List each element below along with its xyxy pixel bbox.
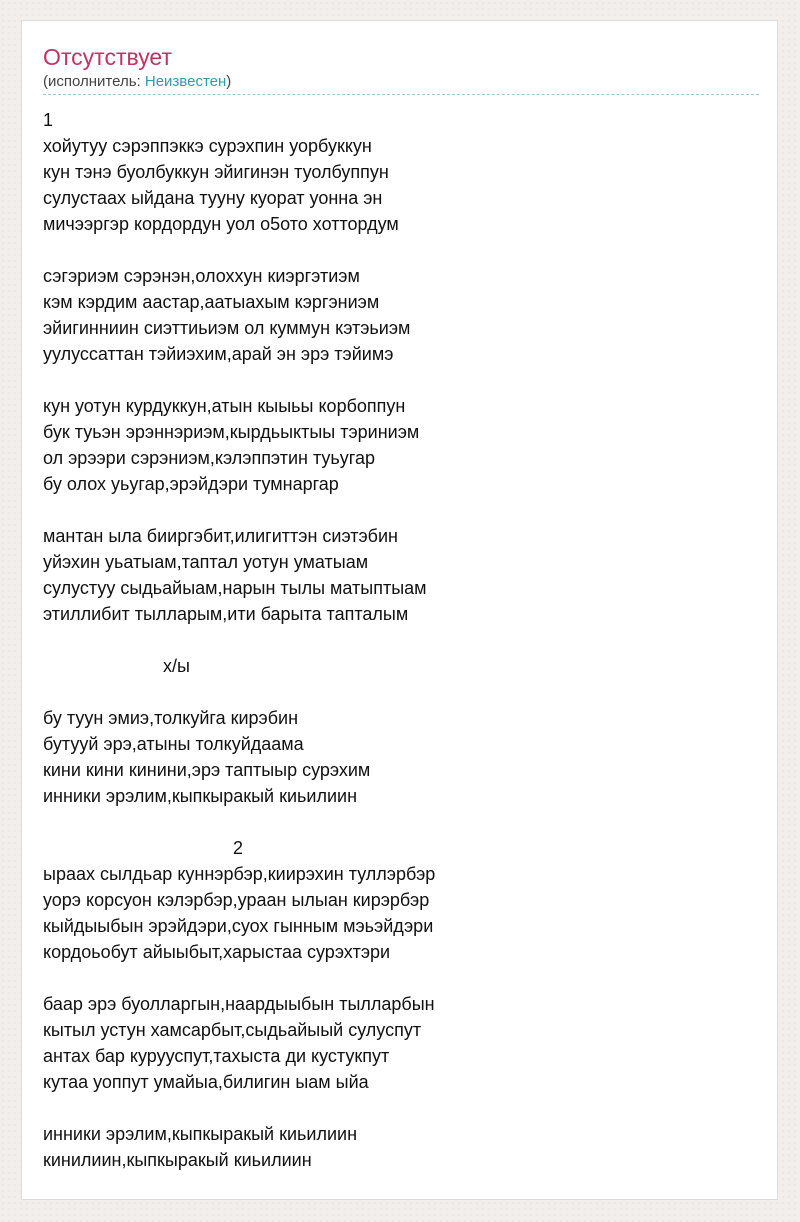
lyric-line: инники эрэлим,кыпкыракый киьилиин — [43, 786, 358, 806]
lyric-line — [43, 809, 435, 835]
lyric-line: антах бар курууспут,тахыста ди кустукпут — [43, 1046, 390, 1066]
lyric-line — [43, 237, 435, 263]
lyric-line: кун тэнэ буолбуккун эйигинэн туолбуппун — [43, 162, 389, 182]
performer-prefix: (исполнитель: — [43, 73, 145, 90]
lyric-line — [43, 627, 435, 653]
lyric-line: уулуссаттан тэйиэхим,арай эн эрэ тэйимэ — [43, 344, 394, 364]
lyric-line: сулустуу сыдьайыам,нарын тылы матыптыам — [43, 578, 427, 598]
lyric-line: сэгэриэм сэрэнэн,олоххун киэргэтиэм — [43, 266, 360, 286]
lyric-line: 1 — [43, 110, 54, 130]
lyric-line: хойутуу сэрэппэккэ сурэхпин уорбуккун — [43, 136, 372, 156]
lyric-line: уорэ корсуон кэлэрбэр,ураан ылыан кирэрбэр — [43, 890, 430, 910]
lyric-line: кун уотун курдуккун,атын кыыьы корбоппун — [43, 396, 406, 416]
lyric-line: 2 — [43, 838, 244, 858]
performer-line — [43, 73, 231, 91]
lyric-line: мичээргэр кордордун уол о5ото хоттордум — [43, 214, 399, 234]
lyric-line — [43, 965, 435, 991]
lyric-line: кэм кэрдим аастар,аатыахым кэргэниэм — [43, 292, 380, 312]
lyric-line: инники эрэлим,кыпкыракый киьилиин — [43, 1124, 358, 1144]
lyric-line: эйигинниин сиэттиьиэм ол куммун кэтэьиэм — [43, 318, 411, 338]
lyric-line: бук туьэн эрэннэриэм,кырдьыктыы тэриниэм — [43, 422, 420, 442]
lyric-line: х/ы — [43, 656, 190, 676]
lyric-line — [43, 679, 435, 705]
lyric-line — [43, 367, 435, 393]
lyric-line — [43, 1095, 435, 1121]
lyric-line: сулустаах ыйдана тууну куорат уонна эн — [43, 188, 383, 208]
lyric-line: кутаа уоппут умайыа,билигин ыам ыйа — [43, 1072, 369, 1092]
lyric-line: этиллибит тылларым,ити барыта тапталым — [43, 604, 409, 624]
performer-link[interactable]: Неизвестен — [144, 73, 227, 90]
lyric-line: бу олох уьугар,эрэйдэри тумнаргар — [43, 474, 339, 494]
lyric-line: уйэхин уьатыам,таптал уотун уматыам — [43, 552, 369, 572]
lyric-line: бутууй эрэ,атыны толкуйдаама — [43, 734, 304, 754]
lyric-line: кинилиин,кыпкыракый киьилиин — [43, 1150, 312, 1170]
lyric-line: мантан ыла бииргэбит,илигиттэн сиэтэбин — [43, 526, 398, 546]
lyrics-card — [21, 20, 778, 1200]
lyric-line: ыраах сылдьар куннэрбэр,киирэхин туллэрбэр — [43, 864, 436, 884]
lyric-line: ол эрээри сэрэниэм,кэлэппэтин туьугар — [43, 448, 375, 468]
song-title: Отсутствует — [43, 44, 172, 70]
lyric-line: баар эрэ буолларгын,наардыыбын тылларбын — [43, 994, 435, 1014]
lyric-line: бу туун эмиэ,толкуйга кирэбин — [43, 708, 299, 728]
lyrics-text — [43, 107, 435, 1173]
lyric-line — [43, 497, 435, 523]
lyric-line: кытыл устун хамсарбыт,сыдьайыый сулуспут — [43, 1020, 422, 1040]
lyric-line: кыйдыыбын эрэйдэри,суох гынным мэьэйдэри — [43, 916, 434, 936]
performer-suffix: ) — [226, 73, 232, 90]
dashed-divider — [43, 94, 759, 95]
lyric-line: кини кини кинини,эрэ таптыыр сурэхим — [43, 760, 371, 780]
lyric-line: кордоьобут айыыбыт,харыстаа сурэхтэри — [43, 942, 391, 962]
